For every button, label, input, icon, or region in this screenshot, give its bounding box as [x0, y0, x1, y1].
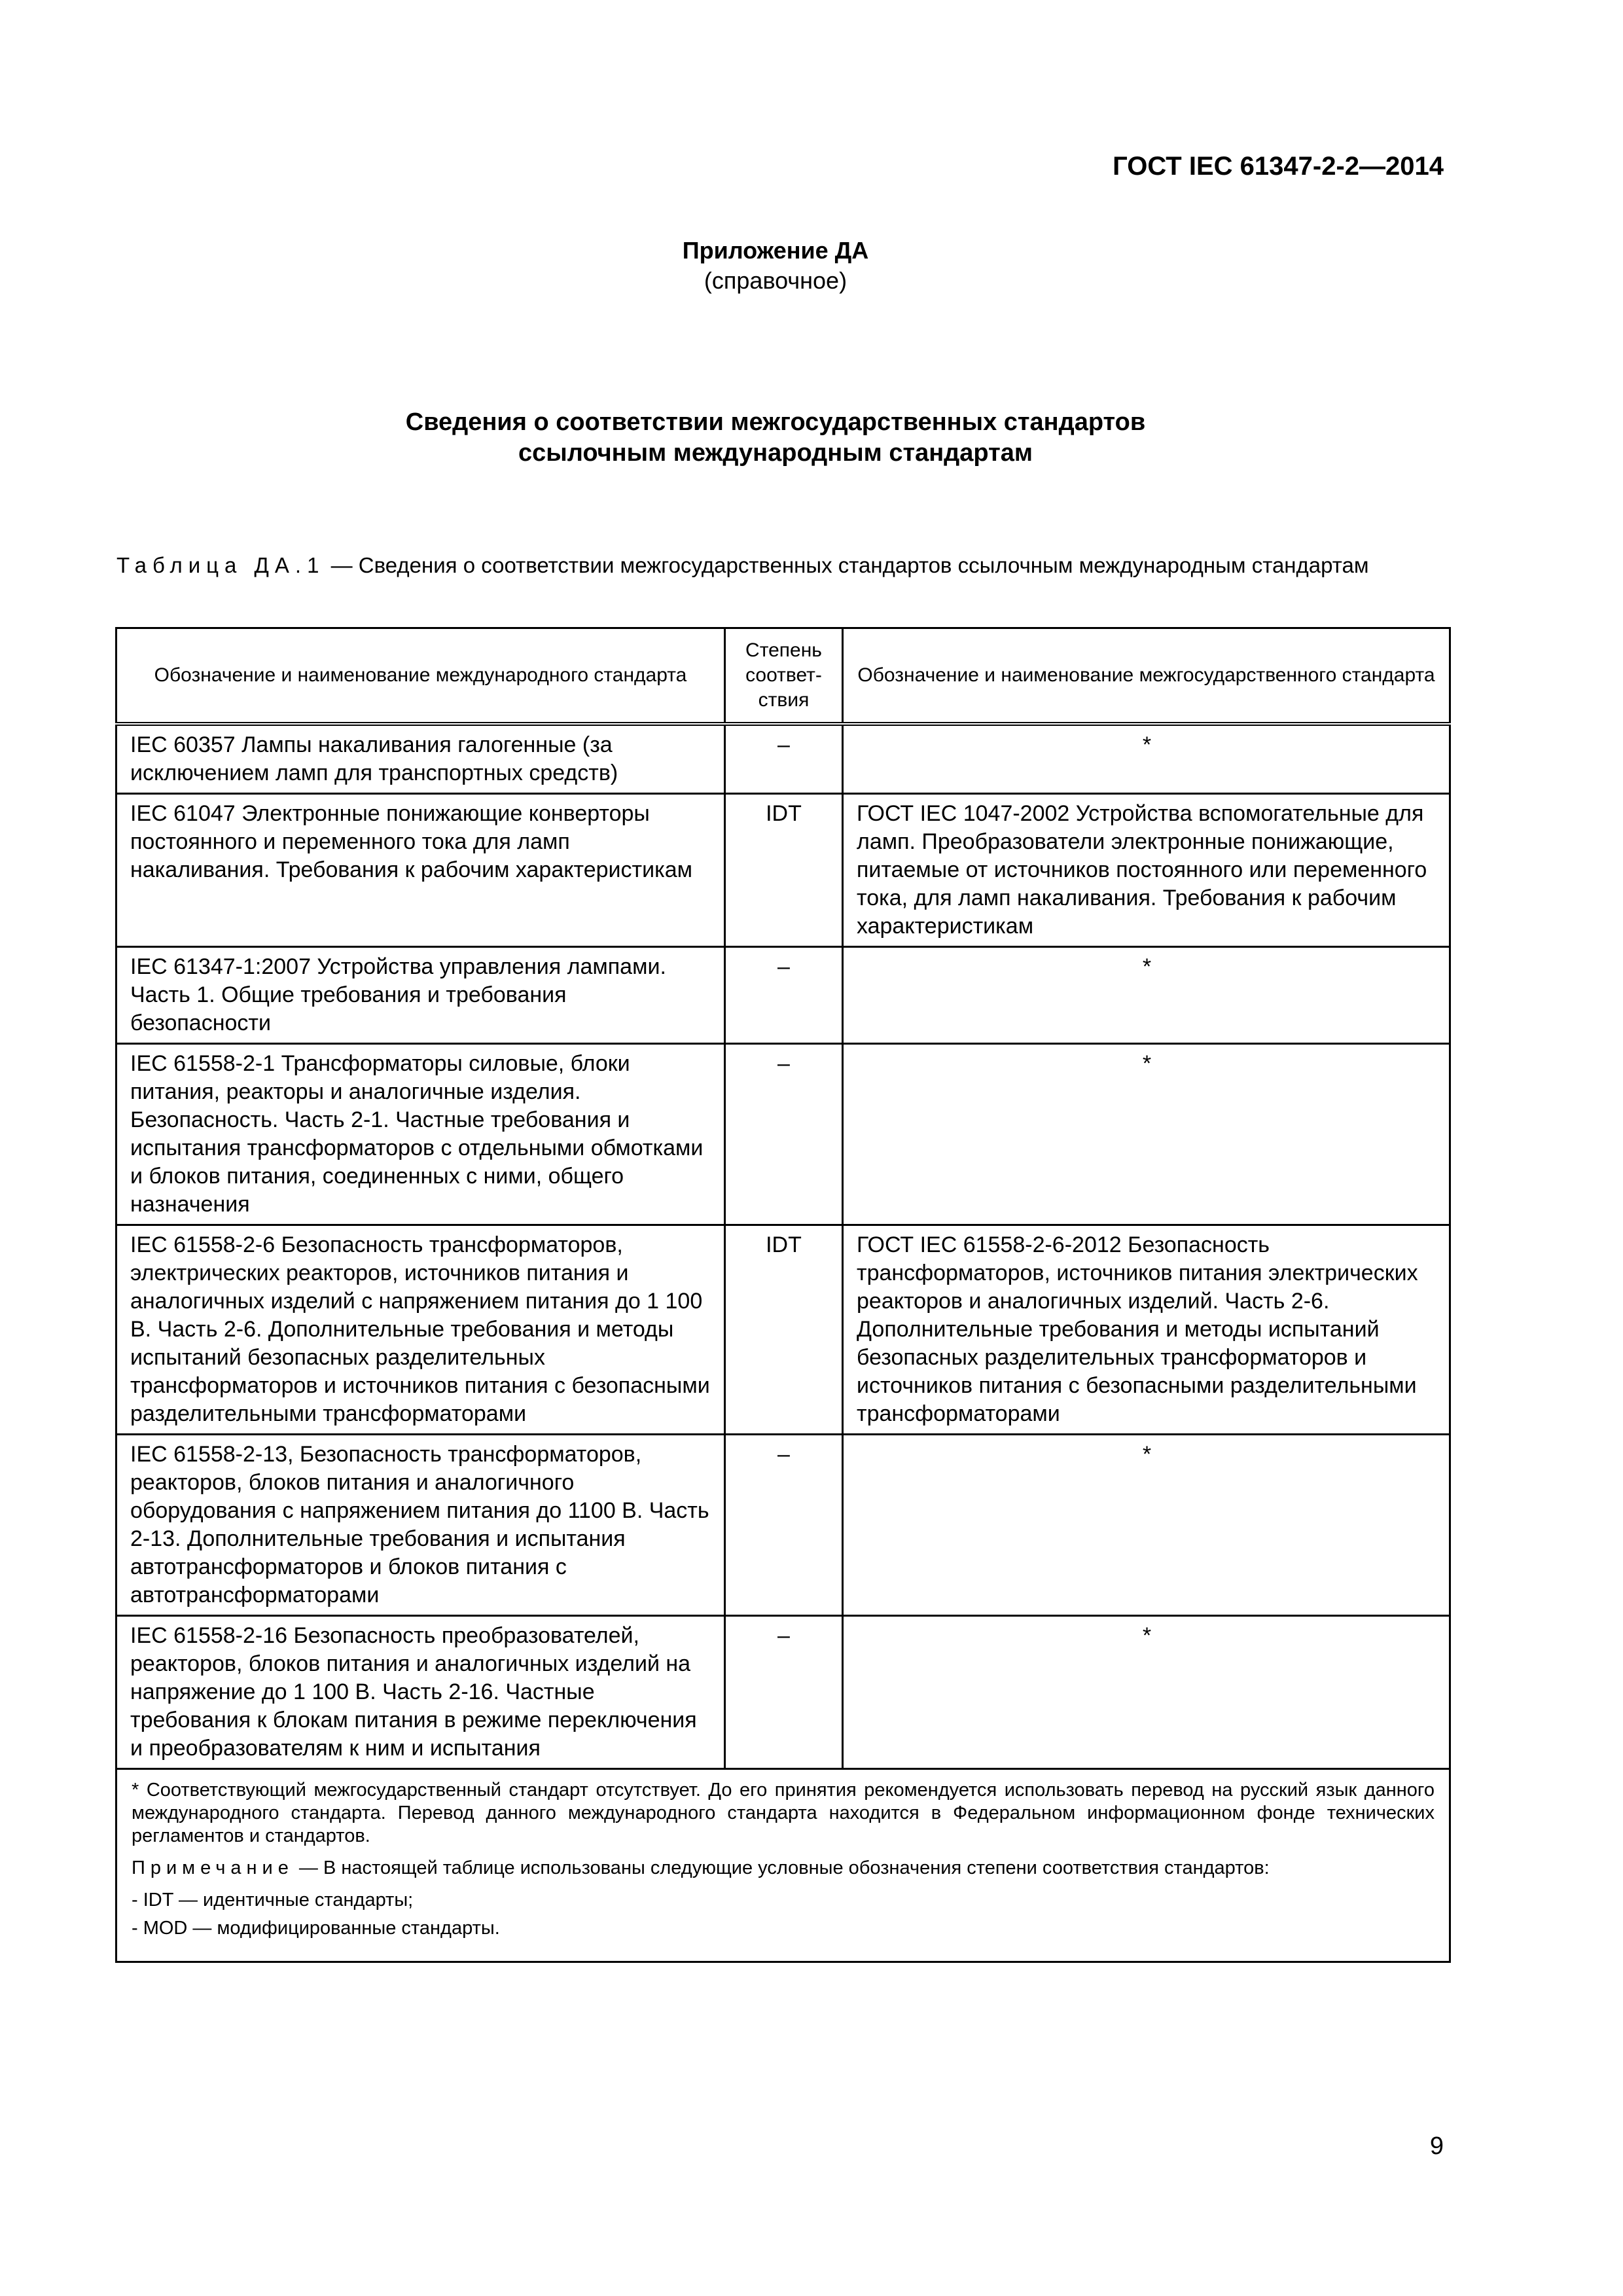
cell-degree: – — [725, 1044, 843, 1225]
table-caption-label: Таблица ДА.1 — [116, 553, 325, 577]
table-note — [132, 1857, 1435, 1880]
table-caption — [116, 551, 1446, 579]
cell-degree: IDT — [725, 794, 843, 947]
cell-interstate: * — [843, 947, 1450, 1044]
cell-degree: IDT — [725, 1225, 843, 1435]
cell-international: IEC 61558-2-1 Трансформаторы силовые, блоки питания, реакторы и аналогичные изделия. Безопасность. Часть 2-1. Частные требования и испытания трансформаторов с отдельными обмотками и блоков питания, соединенных с ними, общего назначения — [116, 1044, 725, 1225]
cell-international: IEC 60357 Лампы накаливания галогенные (за исключением ламп для транспортных средств) — [116, 724, 725, 794]
standards-table — [115, 627, 1451, 1963]
table-header-row — [116, 628, 1450, 725]
cell-interstate: * — [843, 1616, 1450, 1769]
cell-interstate: * — [843, 1435, 1450, 1616]
cell-international: IEC 61558-2-13, Безопасность трансформаторов, реакторов, блоков питания и аналогичного оборудования с напряжением питания до 1100 В. Часть 2-13. Дополнительные требования и испытания автотрансформаторов и блоков питания с автотрансформаторами — [116, 1435, 725, 1616]
table-row — [116, 724, 1450, 794]
section-title — [0, 407, 1551, 469]
cell-international: IEC 61558-2-6 Безопасность трансформаторов, электрических реакторов, источников питания и аналогичных изделий с напряжением питания до 1 100 В. Часть 2-6. Дополнительные требования и методы испытаний безопасных разделительных трансформаторов и источников питания с безопасными разделительными трансформаторами — [116, 1225, 725, 1435]
legend-item: - IDT — идентичные стандарты; — [132, 1890, 414, 1910]
table-row — [116, 1435, 1450, 1616]
cell-interstate: * — [843, 1044, 1450, 1225]
table-row — [116, 1044, 1450, 1225]
appendix-subtitle: (справочное) — [704, 267, 847, 294]
cell-international: IEC 61347-1:2007 Устройства управления лампами. Часть 1. Общие требования и требования безопасности — [116, 947, 725, 1044]
cell-interstate: * — [843, 724, 1450, 794]
table-row — [116, 947, 1450, 1044]
cell-international: IEC 61047 Электронные понижающие конверторы постоянного и переменного тока для ламп накаливания. Требования к рабочим характеристикам — [116, 794, 725, 947]
table-notes — [116, 1769, 1450, 1962]
page-number: 9 — [1429, 2132, 1444, 2160]
cell-degree: – — [725, 1435, 843, 1616]
appendix-heading — [0, 236, 1551, 296]
header-interstate: Обозначение и наименование межгосударственного стандарта — [843, 628, 1450, 725]
cell-degree: – — [725, 724, 843, 794]
appendix-title: Приложение ДА — [682, 237, 869, 264]
cell-interstate: ГОСТ IEC 1047-2002 Устройства вспомогательные для ламп. Преобразователи электронные понижающие, питаемые от источников постоянного или переменного тока, для ламп накаливания. Требования к рабочим характеристикам — [843, 794, 1450, 947]
cell-international: IEC 61558-2-16 Безопасность преобразователей, реакторов, блоков питания и аналогичных изделий на напряжение до 1 100 В. Часть 2-16. Частные требования к блокам питания в режиме переключения и преобразователям к ним и испытания — [116, 1616, 725, 1769]
table-row — [116, 1225, 1450, 1435]
table-row — [116, 1616, 1450, 1769]
table-notes-row — [116, 1769, 1450, 1962]
header-degree: Степень соответ-ствия — [725, 628, 843, 725]
document-header: ГОСТ IEC 61347-2-2—2014 — [1113, 152, 1444, 181]
note-text: — В настоящей таблице использованы следующие условные обозначения степени соответствия стандартов: — [293, 1857, 1270, 1878]
table-footnote: * Соответствующий межгосударственный стандарт отсутствует. До его принятия рекомендуется использовать перевод на русский язык данного международного стандарта. Перевод данного международного стандарта находится в Федеральном информационном фонде технических регламентов и стандартов. — [132, 1780, 1435, 1846]
cell-degree: – — [725, 947, 843, 1044]
header-international: Обозначение и наименование международного стандарта — [116, 628, 725, 725]
section-title-line-1: Сведения о соответствии межгосударственных стандартов — [405, 408, 1146, 436]
cell-interstate: ГОСТ IEC 61558-2-6-2012 Безопасность трансформаторов, источников питания электрических реакторов и аналогичных изделий. Часть 2-6. Дополнительные требования и методы испытаний безопасных разделительных трансформаторов и источников питания с безопасными разделительными трансформаторами — [843, 1225, 1450, 1435]
legend-item: - MOD — модифицированные стандарты. — [132, 1918, 500, 1939]
table-caption-text: — Сведения о соответствии межгосударственных стандартов ссылочным международным стандартам — [325, 553, 1369, 577]
table-row — [116, 794, 1450, 947]
cell-degree: – — [725, 1616, 843, 1769]
note-label: Примечание — [132, 1857, 294, 1878]
section-title-line-2: ссылочным международным стандартам — [518, 439, 1033, 467]
